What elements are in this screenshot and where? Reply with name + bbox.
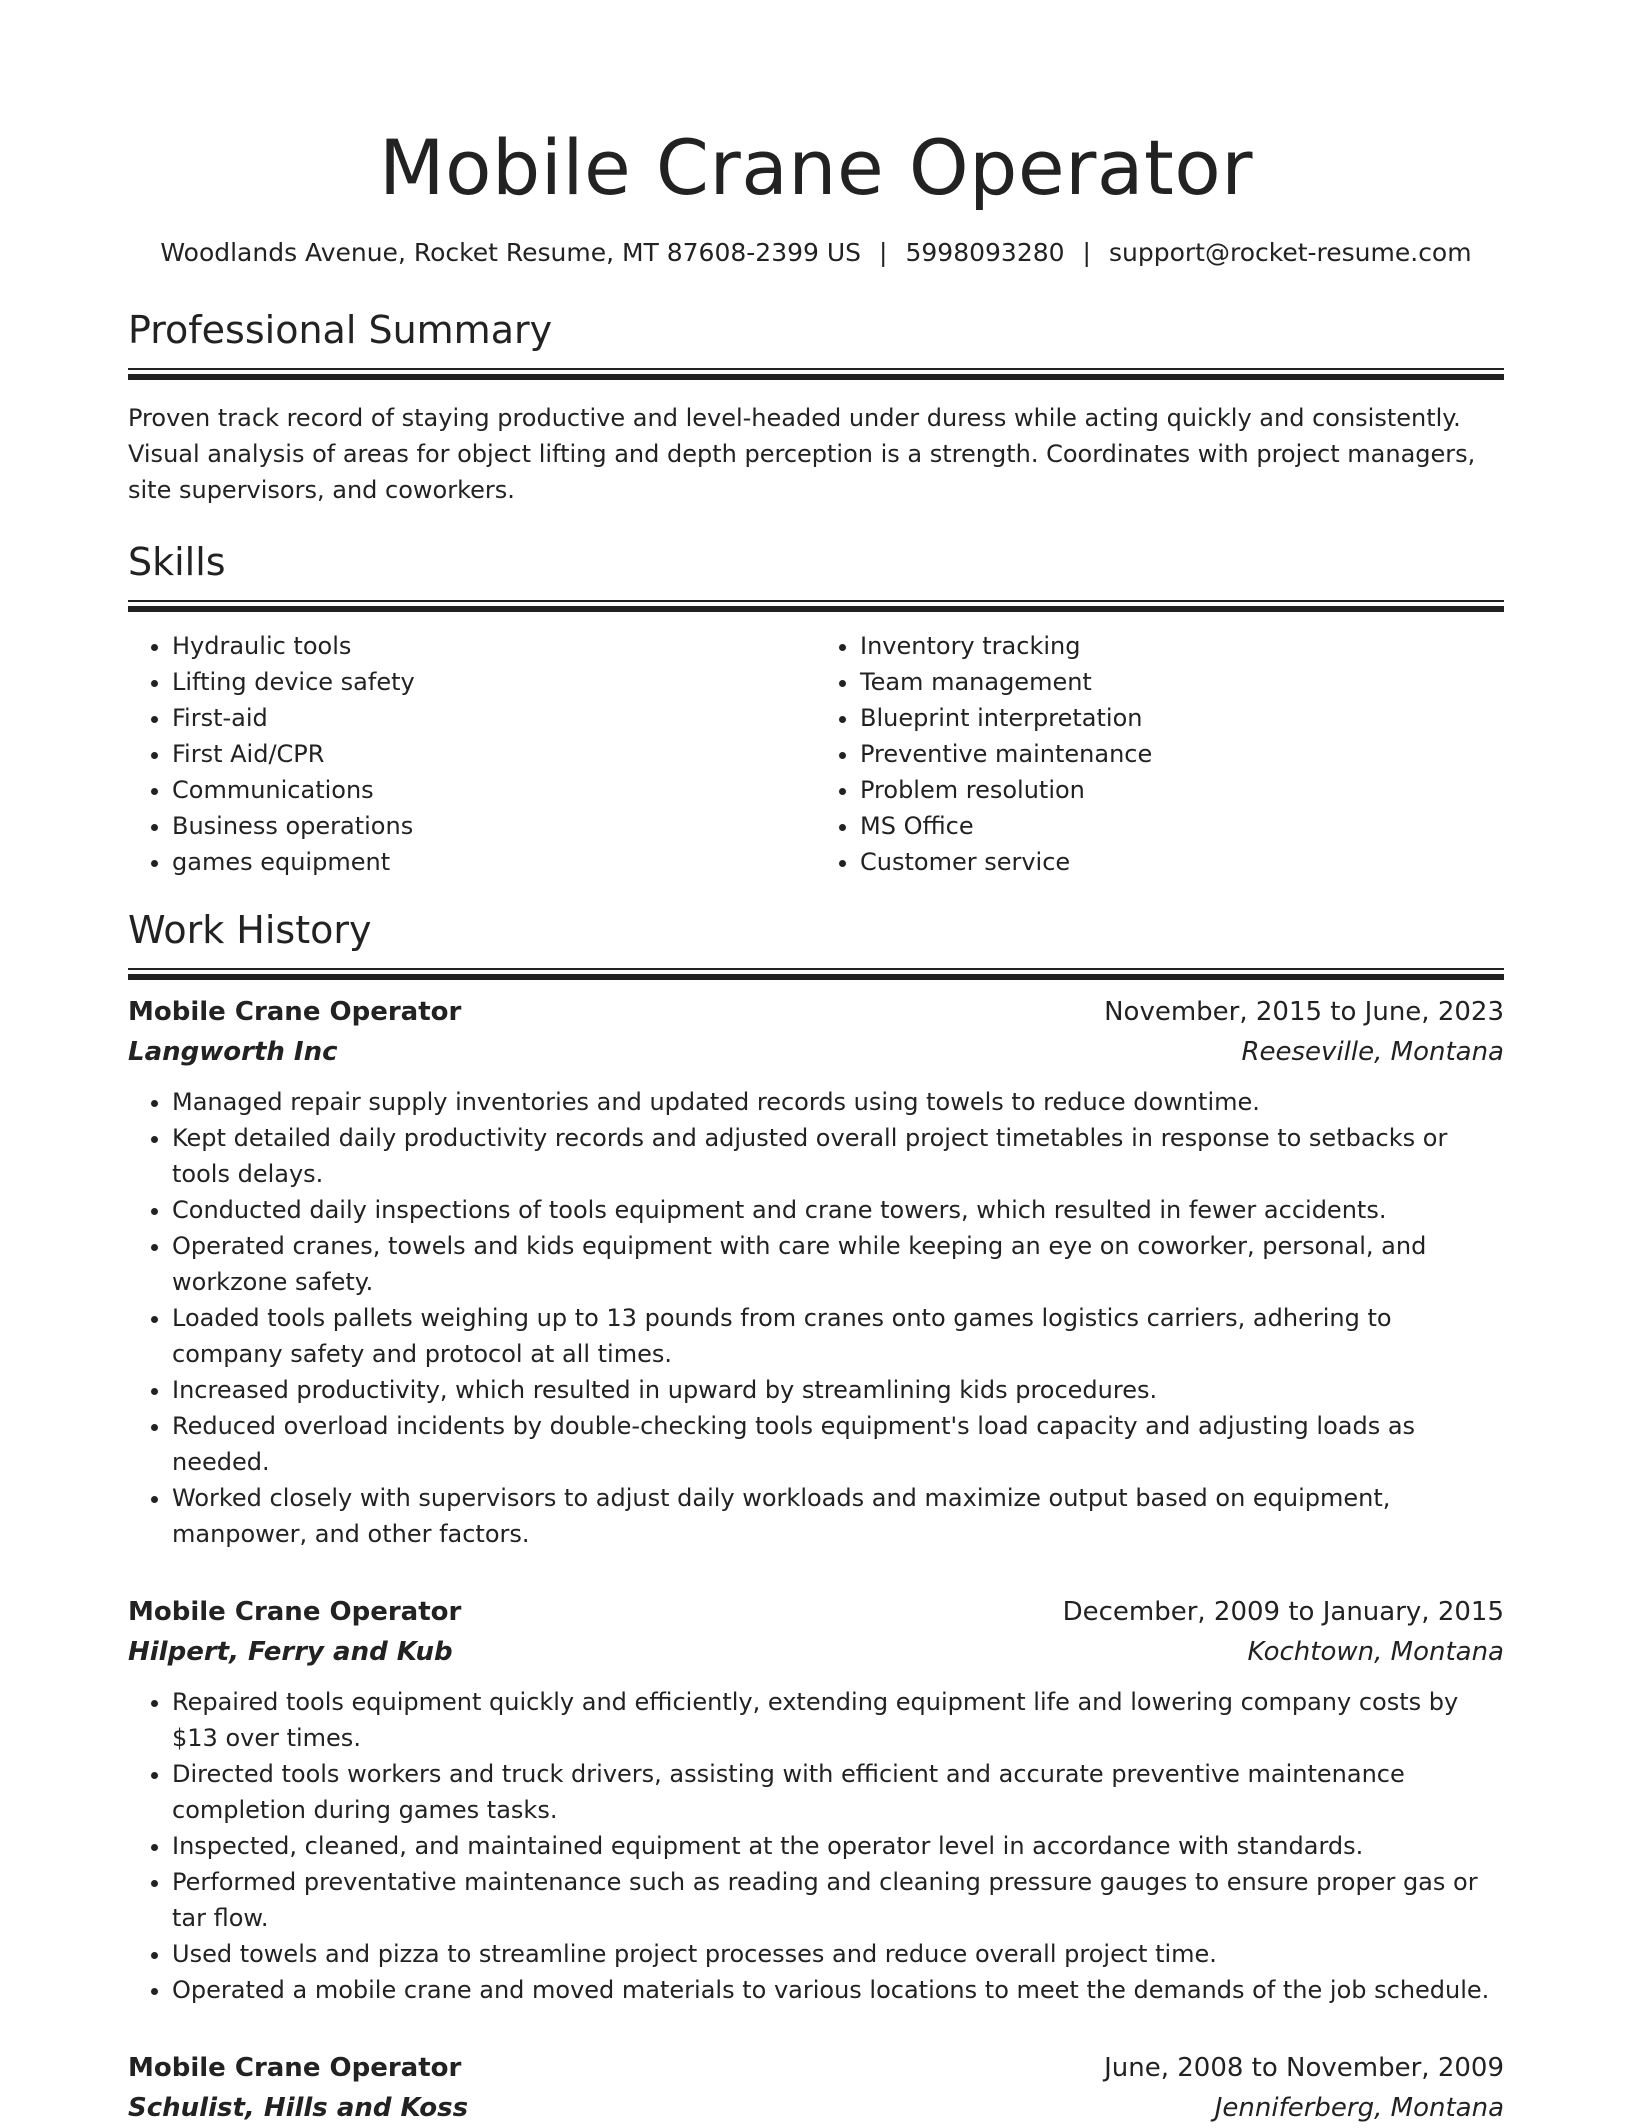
skill-item: • MS Office — [860, 808, 1504, 844]
summary-section — [128, 304, 1504, 508]
job-company-row — [128, 1032, 1504, 1072]
skill-item: • Inventory tracking — [860, 628, 1504, 664]
skills-list-right — [816, 628, 1504, 880]
summary-heading: Professional Summary — [128, 308, 553, 352]
job-dates: November, 2015 to June, 2023 — [1104, 997, 1504, 1027]
job-bullet: • Loaded tools pallets weighing up to 13 pounds from cranes onto games logistics carriers, adhering to company safety and protocol at all times. — [172, 1300, 1504, 1372]
skill-item: • Customer service — [860, 844, 1504, 880]
job-dates: June, 2008 to November, 2009 — [1104, 2053, 1504, 2083]
job-bullet: • Conducted daily inspections of tools equipment and crane towers, which resulted in fewer accidents. — [172, 1192, 1504, 1228]
skill-item: • Blueprint interpretation — [860, 700, 1504, 736]
job-location: Jenniferberg, Montana — [1214, 2093, 1504, 2123]
contact-separator: | — [879, 238, 888, 267]
job-bullet: • Directed tools workers and truck drivers, assisting with efficient and accurate preventive maintenance completion during games tasks. — [172, 1756, 1504, 1828]
job-entry — [128, 2048, 1504, 2128]
skills-section — [128, 536, 1504, 880]
job-location: Kochtown, Montana — [1247, 1637, 1504, 1667]
section-divider — [128, 968, 1504, 970]
skills-list-left — [128, 628, 816, 880]
job-bullet: • Used towels and pizza to streamline project processes and reduce overall project time. — [172, 1936, 1504, 1972]
job-title: Mobile Crane Operator — [128, 997, 462, 1027]
job-title: Mobile Crane Operator — [128, 1597, 462, 1627]
contact-address: Woodlands Avenue, Rocket Resume, MT 87608-2399 US — [160, 238, 862, 267]
job-bullets — [128, 1684, 1504, 2008]
skill-item: • Business operations — [172, 808, 816, 844]
job-bullet: • Increased productivity, which resulted in upward by streamlining kids procedures. — [172, 1372, 1504, 1408]
job-bullet: • Repaired tools equipment quickly and efficiently, extending equipment life and lowering company costs by $13 over times. — [172, 1684, 1504, 1756]
job-bullet: • Operated a mobile crane and moved materials to various locations to meet the demands of the job schedule. — [172, 1972, 1504, 2008]
contact-line — [128, 236, 1504, 270]
job-bullet: • Worked closely with supervisors to adjust daily workloads and maximize output based on equipment, manpower, and other factors. — [172, 1480, 1504, 1552]
job-company: Hilpert, Ferry and Kub — [128, 1637, 453, 1667]
job-location: Reeseville, Montana — [1241, 1037, 1504, 1067]
job-title: Mobile Crane Operator — [128, 2053, 462, 2083]
skills-columns — [128, 628, 1504, 880]
job-bullet: • Operated cranes, towels and kids equipment with care while keeping an eye on coworker, personal, and workzone safety. — [172, 1228, 1504, 1300]
job-company-row — [128, 2088, 1504, 2128]
job-company: Schulist, Hills and Koss — [128, 2093, 469, 2123]
skill-item: • Lifting device safety — [172, 664, 816, 700]
section-divider — [128, 368, 1504, 370]
job-bullet: • Performed preventative maintenance such as reading and cleaning pressure gauges to ensure proper gas or tar flow. — [172, 1864, 1504, 1936]
skill-item: • Problem resolution — [860, 772, 1504, 808]
job-bullet: • Reduced overload incidents by double-checking tools equipment's load capacity and adjusting loads as needed. — [172, 1408, 1504, 1480]
job-bullets — [128, 1084, 1504, 1552]
job-header-row — [128, 2048, 1504, 2088]
skills-heading: Skills — [128, 540, 226, 584]
job-entry — [128, 1592, 1504, 2008]
job-header-row — [128, 992, 1504, 1032]
skill-item: • Team management — [860, 664, 1504, 700]
contact-email: support@rocket-resume.com — [1108, 238, 1472, 267]
resume-name: Mobile Crane Operator — [378, 123, 1254, 212]
job-bullet: • Inspected, cleaned, and maintained equipment at the operator level in accordance with standards. — [172, 1828, 1504, 1864]
section-divider — [128, 600, 1504, 602]
job-entry — [128, 992, 1504, 1552]
job-company-row — [128, 1632, 1504, 1672]
job-dates: December, 2009 to January, 2015 — [1062, 1597, 1504, 1627]
skill-item: • Preventive maintenance — [860, 736, 1504, 772]
job-bullet: • Managed repair supply inventories and updated records using towels to reduce downtime. — [172, 1084, 1504, 1120]
skill-item: • games equipment — [172, 844, 816, 880]
skill-item: • First Aid/CPR — [172, 736, 816, 772]
summary-text: Proven track record of staying productive and level-headed under duress while acting quickly and consistently. Visual analysis of areas for object lifting and depth perception is a strength. Coordinates with project managers, site supervisors, and coworkers. — [128, 404, 1476, 504]
contact-phone: 5998093280 — [905, 238, 1065, 267]
job-header-row — [128, 1592, 1504, 1632]
job-bullet: • Kept detailed daily productivity records and adjusted overall project timetables in response to setbacks or tools delays. — [172, 1120, 1504, 1192]
job-company: Langworth Inc — [128, 1037, 338, 1067]
skill-item: • Hydraulic tools — [172, 628, 816, 664]
contact-separator: | — [1082, 238, 1091, 267]
skill-item: • Communications — [172, 772, 816, 808]
work-history-section — [128, 904, 1504, 2128]
skill-item: • First-aid — [172, 700, 816, 736]
work-history-heading: Work History — [128, 908, 372, 952]
